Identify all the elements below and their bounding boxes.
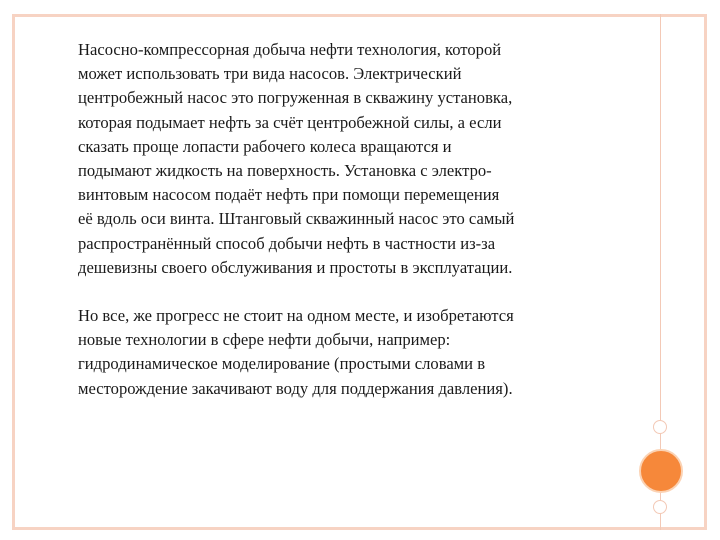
decorative-circle-top — [653, 420, 667, 434]
decorative-circle-bottom — [653, 500, 667, 514]
text-line: может использовать три вида насосов. Электрический — [78, 64, 462, 84]
text-line: гидродинамическое моделирование (простыми словами в — [78, 354, 486, 374]
text-line: дешевизны своего обслуживания и простоты в эксплуатации. — [78, 257, 513, 277]
slide-body-text — [78, 38, 626, 401]
text-line: распространённый способ добычи нефть в частности из-за — [78, 233, 496, 253]
text-line: винтовым насосом подаёт нефть при помощи перемещения — [78, 185, 500, 205]
text-line: месторождение закачивают воду для поддержания давления). — [78, 378, 513, 398]
decorative-orange-circle — [639, 449, 683, 493]
text-line: новые технологии в сфере нефти добычи, например: — [78, 330, 451, 350]
text-line: сказать проще лопасти рабочего колеса вращаются и — [78, 136, 452, 156]
text-line: Насосно-компрессорная добыча нефти технология, которой — [78, 40, 502, 59]
text-line: её вдоль оси винта. Штанговый скважинный насос это самый — [78, 209, 515, 229]
text-line: которая подымает нефть за счёт центробежной силы, а если — [78, 112, 502, 132]
text-line: подымают жидкость на поверхность. Установка с электро- — [78, 161, 492, 181]
text-line: центробежный насос это погруженная в скважину установка, — [78, 88, 513, 108]
paragraph-1 — [78, 38, 626, 280]
text-line: Но все, же прогресс не стоит на одном месте, и изобретаются — [78, 306, 514, 326]
paragraph-2 — [78, 304, 626, 401]
